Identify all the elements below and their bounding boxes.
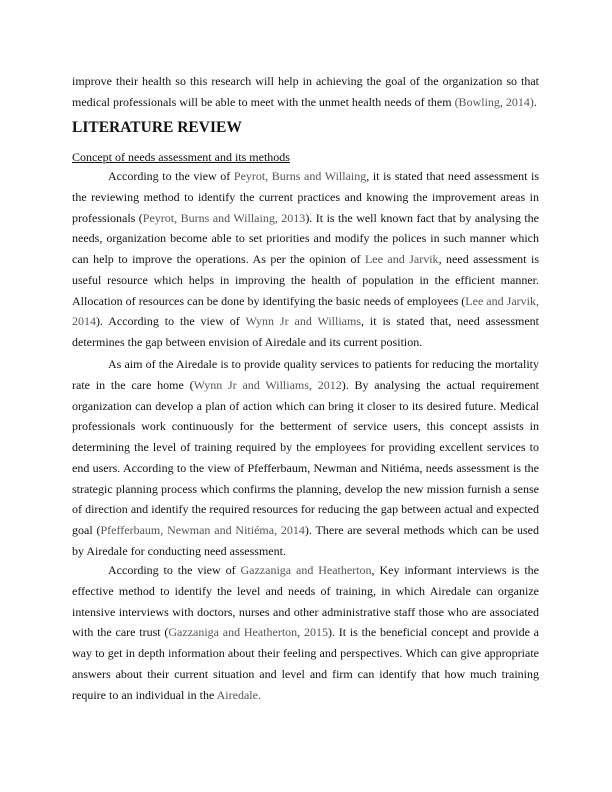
paragraph-line	[72, 584, 539, 598]
paragraph-line	[72, 74, 539, 88]
paragraph-line	[72, 625, 539, 639]
citation: Lee and Jarvik	[364, 252, 439, 266]
body-text: As aim of the Airedale is to provide quality services to patients for reducing the mortality	[108, 357, 539, 371]
paragraph-line	[72, 502, 539, 516]
body-text: , it is stated that, need assessment	[361, 314, 539, 329]
body-text: the reviewing method to identify the current practices and knowing the improvement areas in	[72, 189, 539, 204]
body-text: effective method to identify the level and needs of training, in which Airedale can organize	[72, 583, 539, 598]
paragraph-line	[72, 231, 539, 245]
paragraph-line	[72, 419, 539, 433]
paragraph-line	[72, 335, 539, 349]
citation: Lee and Jarvik,	[465, 293, 539, 308]
paragraph-line	[72, 646, 539, 660]
paragraph-line	[72, 563, 539, 577]
paragraph-line	[72, 357, 539, 371]
body-text: ). By analysing the actual requirement	[341, 377, 539, 392]
body-text: ). It is the beneficial concept and provide a	[327, 625, 540, 640]
citation: 2014	[72, 314, 96, 329]
body-text: improve their health so this research will help in achieving the goal of the organization so that	[72, 74, 539, 88]
citation: Pfefferbaum, Newman and Nitiéma, 2014	[100, 523, 305, 537]
paragraph-line	[72, 314, 539, 328]
paragraph-line	[72, 544, 539, 558]
subsection-heading: Concept of needs assessment and its methods	[72, 150, 290, 164]
citation: Peyrot, Burns and Willaing	[233, 169, 367, 183]
paragraph-line	[72, 461, 539, 475]
paragraph-line	[72, 605, 539, 619]
paragraph-line	[72, 294, 539, 308]
body-text: professionals work continuously for the betterment of service users, this concept assists in	[72, 419, 539, 434]
body-text: needs, organization become able to set priorities and modify the polices in such manner which	[72, 231, 539, 246]
body-text: Allocation of resources can be done by identifying the basic needs of employees (	[72, 293, 466, 308]
body-text: determines the gap between envision of Airedale and its current position.	[72, 335, 423, 349]
body-text: rate in the care home (	[72, 377, 194, 392]
body-text: goal (	[72, 523, 101, 537]
paragraph-line	[72, 273, 539, 287]
body-text: ). According to the view of	[96, 314, 246, 329]
paragraph-line	[72, 252, 539, 266]
paragraph-line	[72, 211, 539, 225]
body-text: end users. According to the view of Pfefferbaum, Newman and Nitiéma, needs assessment is the	[72, 460, 539, 475]
citation: (Bowling, 2014)	[454, 94, 534, 109]
body-text: useful resource which helps in improving the health of population in the efficient manner.	[72, 272, 539, 287]
body-text: determining the level of training required by the employees for providing excellent services to	[72, 440, 539, 454]
paragraph-line	[72, 190, 539, 204]
body-text: According to the view of	[108, 169, 234, 183]
body-text: , it is stated that need assessment is	[366, 169, 539, 183]
body-text: ). There are several methods which can be used	[304, 523, 539, 537]
body-text: , Key informant interviews is the	[371, 563, 540, 577]
body-text: of direction and identify the required resources for reducing the gap between actual and expected	[72, 502, 539, 517]
body-text: answers about their current situation and level and firm can identify that how much training	[72, 666, 539, 681]
section-heading: LITERATURE REVIEW	[72, 119, 242, 136]
citation: Gazzaniga and Heatherton, 2015	[168, 625, 328, 640]
paragraph-line	[72, 399, 539, 413]
paragraph-line	[72, 169, 539, 183]
citation: Gazzaniga and Heatherton	[240, 563, 372, 577]
body-text: intensive interviews with doctors, nurses and other administrative staff those who are associated	[72, 604, 539, 619]
body-text: way to get in depth information about their feeling and perspectives. Which can give appropriate	[72, 646, 539, 660]
body-text: professionals (	[72, 210, 143, 225]
body-text: with the care trust (	[72, 625, 169, 640]
body-text: , need assessment is	[438, 252, 540, 266]
paragraph-line	[72, 95, 539, 109]
paragraph-line	[72, 482, 539, 496]
citation: Wynn Jr and Williams	[245, 314, 362, 329]
body-text: strategic planning process which confirms the planning, develop the new mission furnish a sense	[72, 481, 539, 496]
body-text: can help to improve the operations. As per the opinion of	[72, 252, 365, 266]
citation: Airedale.	[216, 687, 261, 702]
body-text: According to the view of	[108, 563, 241, 577]
paragraph-line	[72, 378, 539, 392]
body-text: by Airedale for conducting need assessment.	[72, 543, 286, 558]
body-text: organization can develop a plan of action which can bring it closer to its desired future. Medical	[72, 398, 539, 413]
citation: Peyrot, Burns and Willaing, 2013	[142, 210, 306, 225]
body-text: medical professionals will be able to meet with the unmet health needs of them	[72, 94, 455, 109]
body-text: require to an individual in the	[72, 687, 217, 702]
paragraph-line	[72, 667, 539, 681]
citation: Wynn Jr and Williams, 2012	[193, 377, 342, 392]
paragraph-line	[72, 523, 539, 537]
body-text: ). It is the well known fact that by analysing the	[305, 210, 539, 225]
paragraph-line	[72, 688, 539, 702]
body-text: .	[533, 94, 537, 109]
paragraph-line	[72, 440, 539, 454]
